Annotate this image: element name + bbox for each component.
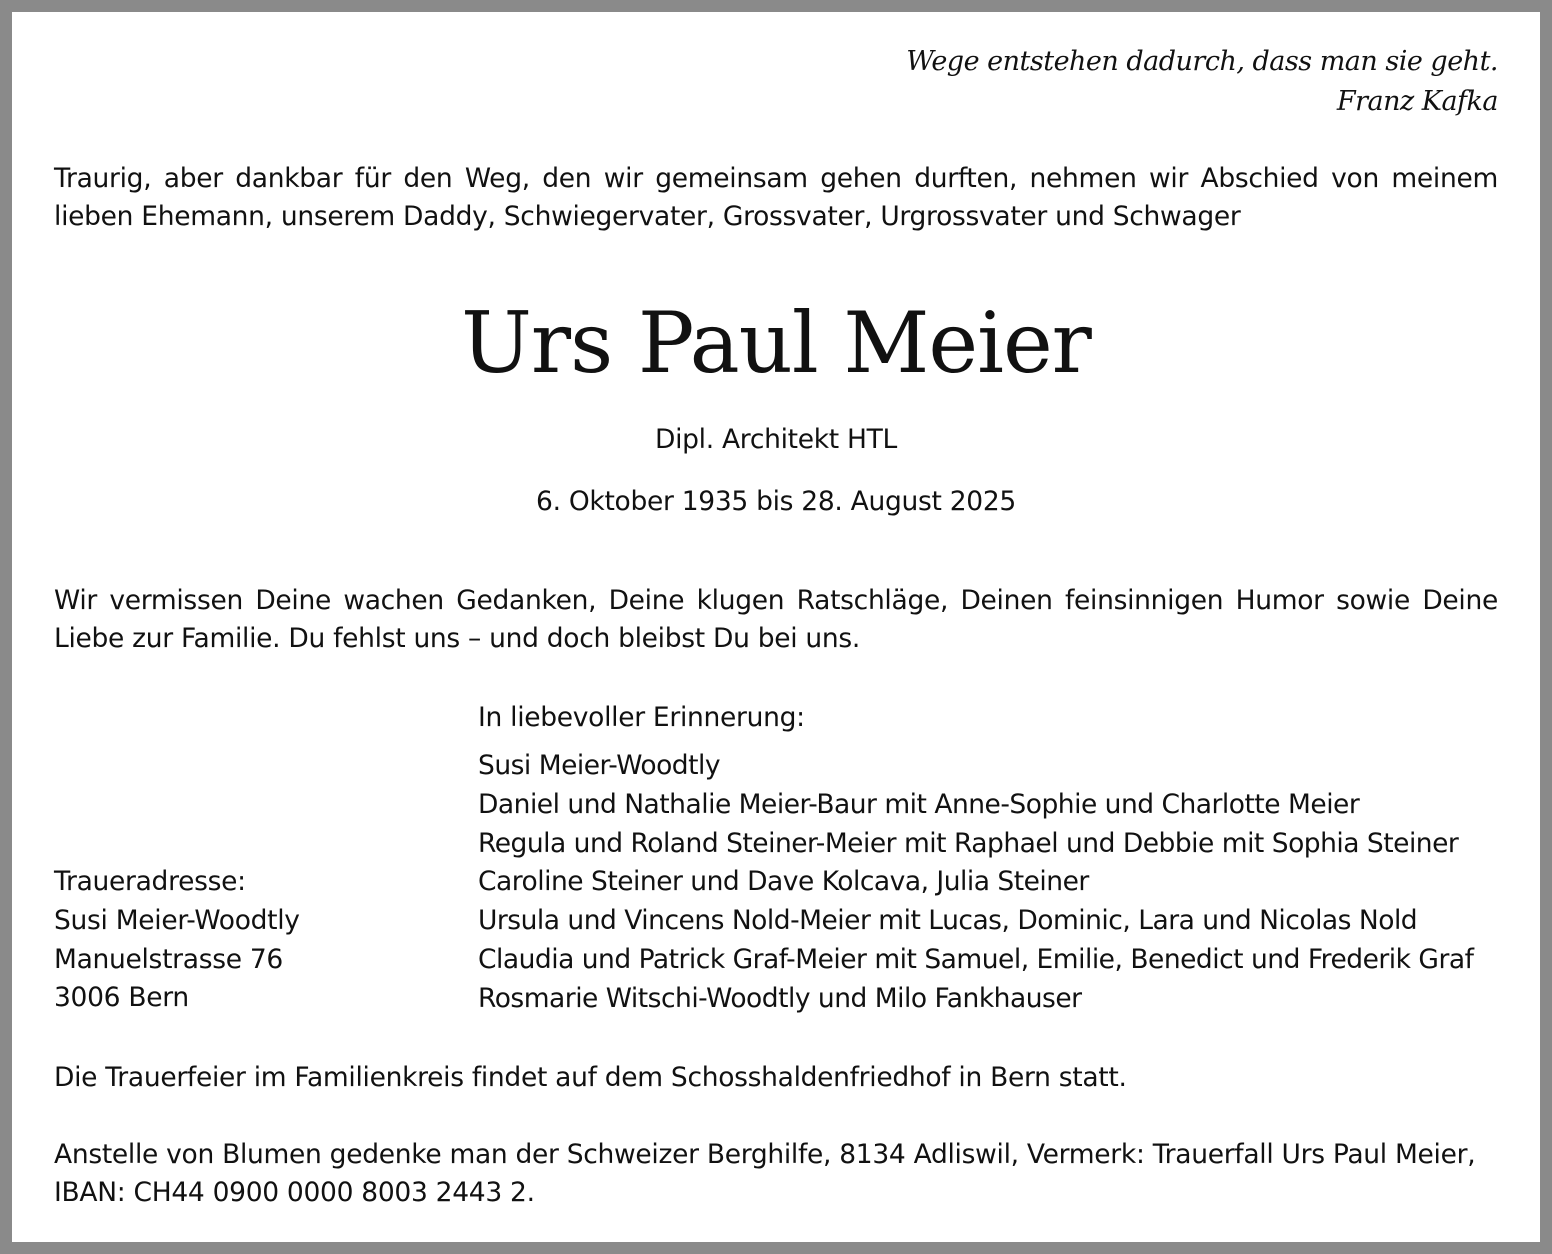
address-city: 3006 Bern <box>54 982 189 1014</box>
donation-info <box>54 1136 1498 1212</box>
ceremony-info: Die Trauerfeier im Familienkreis findet auf dem Schosshaldenfriedhof in Bern statt. <box>54 1062 1127 1093</box>
quote-author: Franz Kafka <box>1336 86 1498 117</box>
mourner-item: Regula und Roland Steiner-Meier mit Raphael und Debbie mit Sophia Steiner <box>478 827 1459 859</box>
mourner-item: Claudia und Patrick Graf-Meier mit Samuel, Emilie, Benedict und Frederik Graf <box>478 943 1474 975</box>
mourner-item: Caroline Steiner und Dave Kolcava, Julia Steiner <box>478 866 1089 898</box>
donation-line: Anstelle von Blumen gedenke man der Schweizer Berghilfe, 8134 Adliswil, Vermerk: Trauerfall Urs Paul Meier, <box>54 1139 1476 1170</box>
mourner-item: Susi Meier-Woodtly <box>478 750 721 781</box>
deceased-name: Urs Paul Meier <box>461 294 1091 392</box>
motto-quote <box>906 42 1498 122</box>
deceased-profession: Dipl. Architekt HTL <box>654 424 897 455</box>
intro-text: Traurig, aber dankbar für den Weg, den wir gemeinsam gehen durften, nehmen wir Abschied von meinem lieben Ehemann, unserem Daddy, Schwiegervater, Grossvater, Urgrossvater und Schwager <box>54 163 1498 232</box>
tribute-text: Wir vermissen Deine wachen Gedanken, Deine klugen Ratschläge, Deinen feinsinnigen Humor sowie Deine Liebe zur Familie. Du fehlst uns – und doch bleibst Du bei uns. <box>54 585 1498 654</box>
mourner-item: Rosmarie Witschi-Woodtly und Milo Fankhauser <box>478 982 1082 1014</box>
mourning-address <box>54 863 300 1018</box>
mourner-item: Ursula und Vincens Nold-Meier mit Lucas, Dominic, Lara und Nicolas Nold <box>478 905 1418 937</box>
obituary-notice <box>12 12 1540 1242</box>
life-dates: 6. Oktober 1935 bis 28. August 2025 <box>536 486 1016 517</box>
memory-heading: In liebevoller Erinnerung: <box>478 702 805 733</box>
address-name: Susi Meier-Woodtly <box>54 904 300 936</box>
address-label: Traueradresse: <box>54 866 246 897</box>
address-street: Manuelstrasse 76 <box>54 943 283 975</box>
quote-text: Wege entstehen dadurch, dass man sie geht. <box>906 46 1498 77</box>
donation-iban: IBAN: CH44 0900 0000 8003 2443 2. <box>54 1177 535 1208</box>
mourners-list <box>478 747 1473 1019</box>
mourner-item: Daniel und Nathalie Meier-Baur mit Anne-Sophie und Charlotte Meier <box>478 788 1360 820</box>
